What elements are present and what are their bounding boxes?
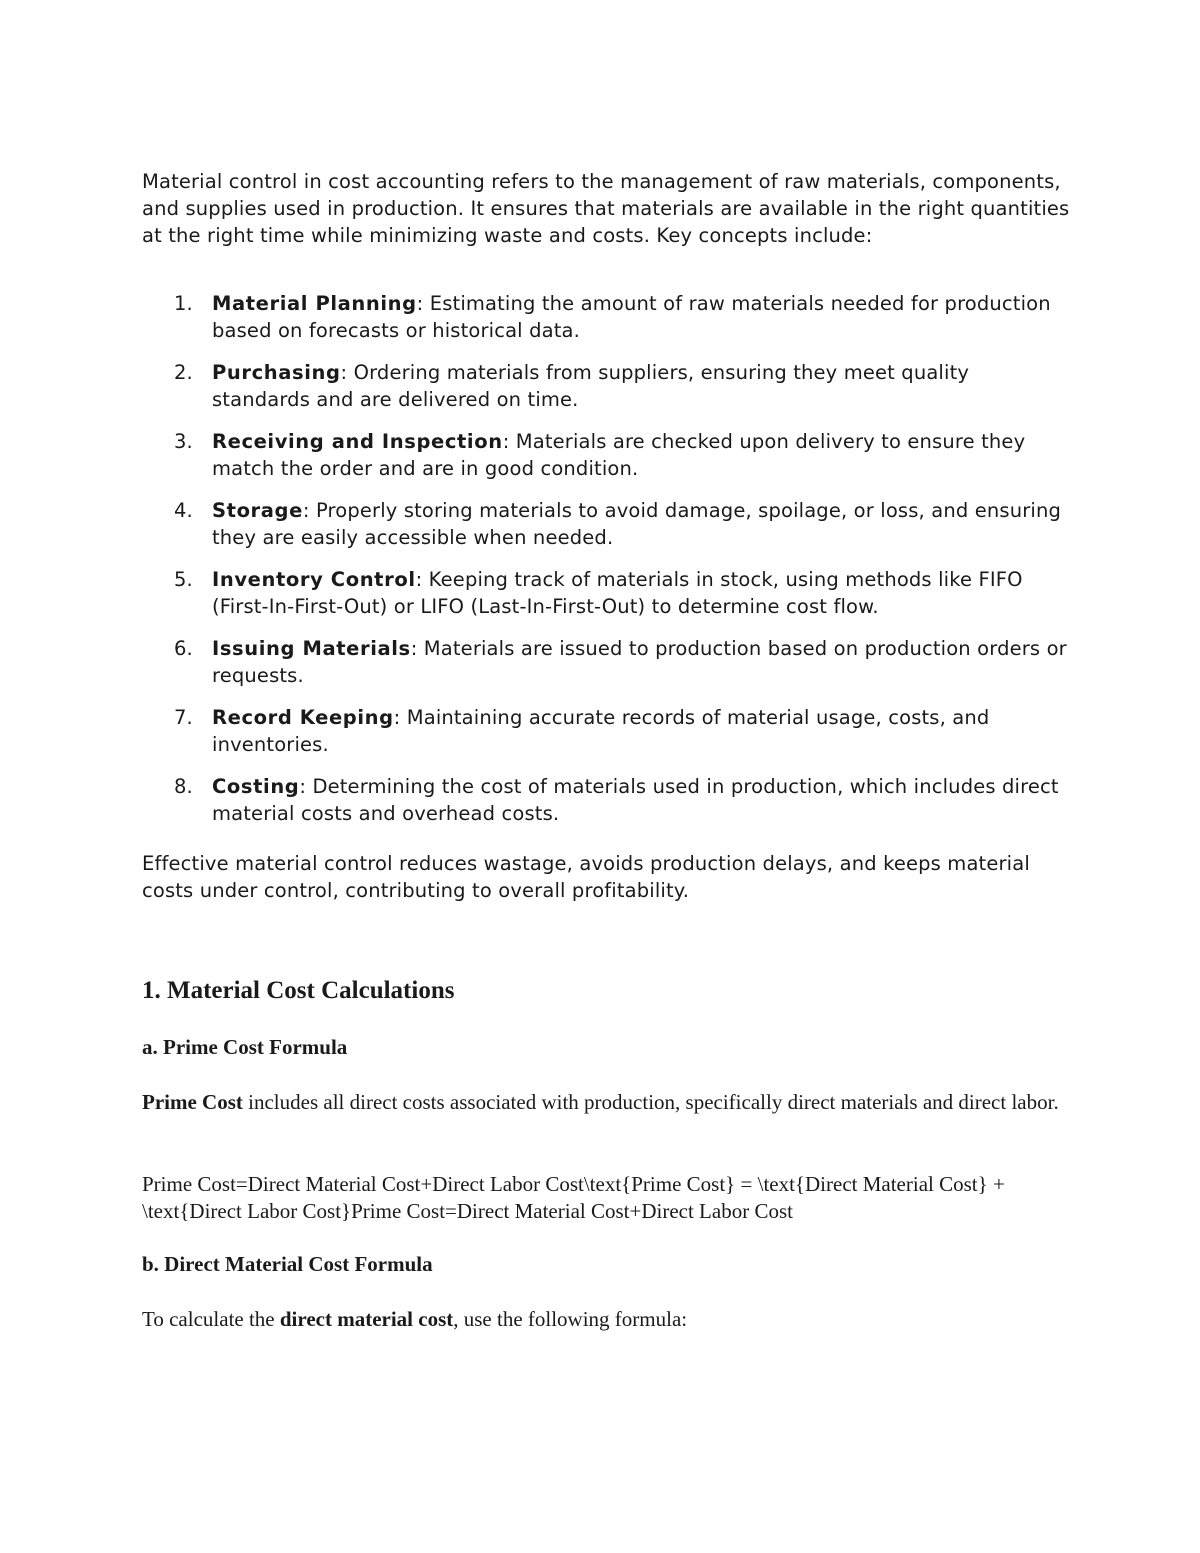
list-item-text: : Materials are checked upon delivery to ensure they match the order and are in good condition.	[212, 430, 1026, 480]
list-item	[142, 428, 1072, 482]
list-item-text: : Properly storing materials to avoid damage, spoilage, or loss, and ensuring they are easily accessible when needed.	[212, 499, 1061, 549]
concepts-list	[142, 290, 1072, 842]
list-item	[142, 566, 1072, 620]
section-heading: 1. Material Cost Calculations	[142, 977, 455, 1004]
list-item-number: 7.	[174, 706, 193, 729]
list-item-number: 2.	[174, 361, 193, 384]
list-item-text: : Determining the cost of materials used in production, which includes direct material costs and overhead costs.	[212, 775, 1059, 825]
list-item-number: 6.	[174, 637, 193, 660]
list-item-term: Receiving and Inspection	[212, 430, 503, 453]
prime-cost-paragraph	[142, 1089, 1072, 1116]
direct-lead-text: To calculate the	[142, 1307, 280, 1331]
direct-material-term: direct material cost	[279, 1307, 454, 1331]
list-item-term: Material Planning	[212, 292, 417, 315]
list-item	[142, 359, 1072, 413]
subheading-prime-cost: a. Prime Cost Formula	[142, 1035, 348, 1059]
list-item-text: : Estimating the amount of raw materials needed for production based on forecasts or historical data.	[212, 292, 1051, 342]
list-item-text: : Materials are issued to production based on production orders or requests.	[212, 637, 1067, 687]
list-item-number: 1.	[174, 292, 193, 315]
direct-material-paragraph	[142, 1306, 1072, 1333]
list-item-term: Purchasing	[212, 361, 341, 384]
list-item	[142, 290, 1072, 344]
list-item-term: Issuing Materials	[212, 637, 411, 660]
prime-cost-text: includes all direct costs associated with production, specifically direct materials and direct labor.	[242, 1090, 1059, 1114]
direct-tail-text: , use the following formula:	[453, 1307, 688, 1331]
list-item-term: Record Keeping	[212, 706, 394, 729]
list-item-term: Costing	[212, 775, 300, 798]
list-item	[142, 773, 1072, 827]
subheading-direct-material-cost: b. Direct Material Cost Formula	[142, 1252, 433, 1276]
prime-cost-term: Prime Cost	[142, 1090, 243, 1114]
list-item-number: 5.	[174, 568, 193, 591]
list-item-number: 3.	[174, 430, 193, 453]
list-item-text: : Ordering materials from suppliers, ensuring they meet quality standards and are delivered on time.	[212, 361, 970, 411]
list-item-number: 4.	[174, 499, 193, 522]
list-item	[142, 635, 1072, 689]
list-item	[142, 704, 1072, 758]
intro-paragraph: Material control in cost accounting refers to the management of raw materials, components, and supplies used in production. It ensures that materials are available in the right quantities at the right time while minimizing waste and costs. Key concepts include:	[142, 170, 1070, 247]
list-item-term: Storage	[212, 499, 303, 522]
prime-cost-formula: Prime Cost=Direct Material Cost+Direct Labor Cost\text{Prime Cost} = \text{Direct Material Cost} + \text{Direct Labor Cost}Prime Cost=Direct Material Cost+Direct Labor Cost	[142, 1172, 1005, 1223]
list-item-text: : Maintaining accurate records of material usage, costs, and inventories.	[212, 706, 990, 756]
list-item-term: Inventory Control	[212, 568, 416, 591]
list-item-text: : Keeping track of materials in stock, using methods like FIFO (First-In-First-Out) or LIFO (Last-In-First-Out) to determine cost flow.	[212, 568, 1023, 618]
outro-paragraph: Effective material control reduces wastage, avoids production delays, and keeps material costs under control, contributing to overall profitability.	[142, 852, 1030, 902]
list-item-number: 8.	[174, 775, 193, 798]
list-item	[142, 497, 1072, 551]
